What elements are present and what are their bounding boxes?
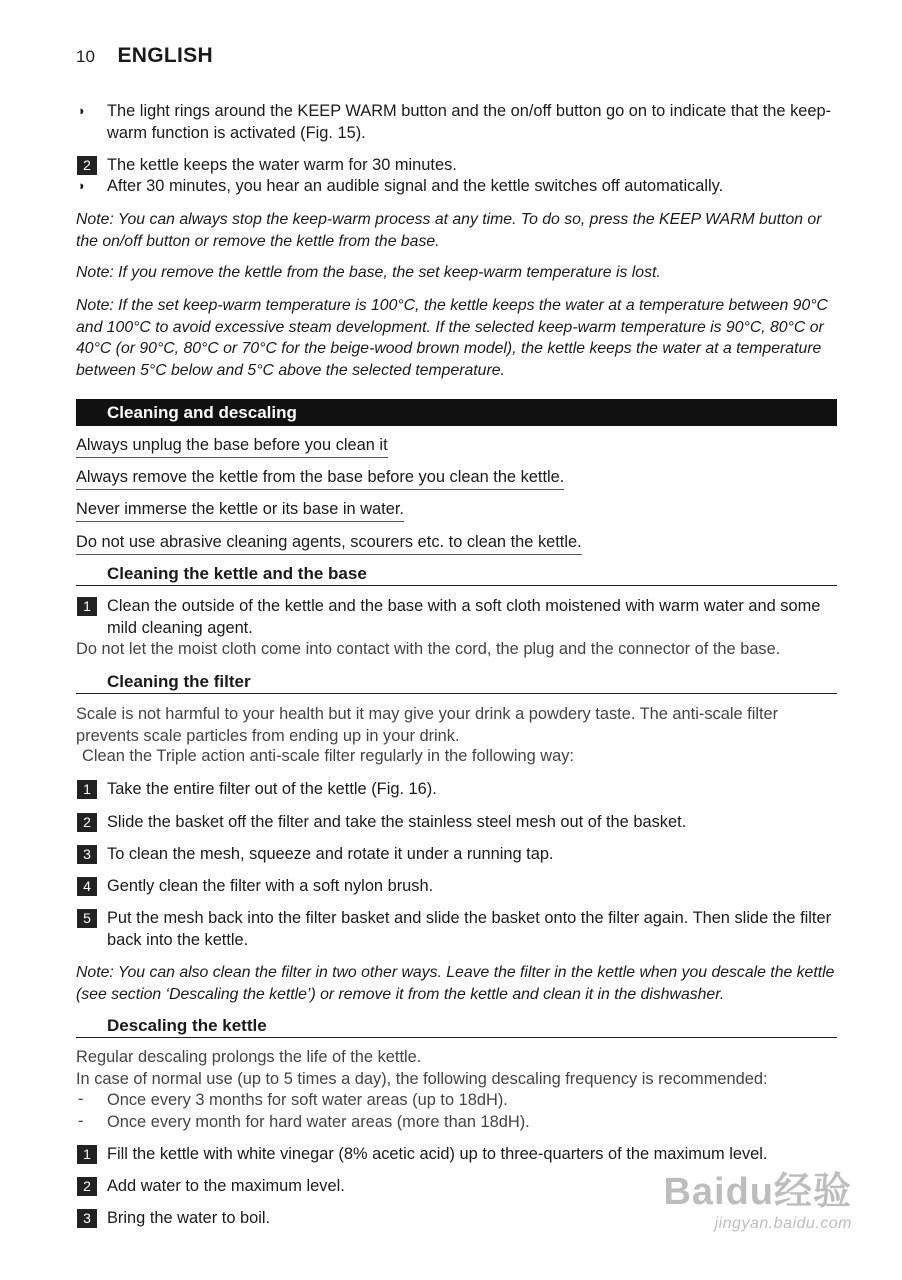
step-number: 2 xyxy=(77,156,97,175)
step-number: 1 xyxy=(77,780,97,799)
section-title-text: Cleaning and descaling xyxy=(107,403,297,422)
step-text: Fill the kettle with white vinegar (8% acetic acid) up to three-quarters of the maximum level. xyxy=(107,1145,768,1163)
bullet-text: The light rings around the KEEP WARM button and the on/off button go on to indicate that the keep-warm function is activated (Fig. 15). xyxy=(107,102,832,142)
subsection-title xyxy=(76,671,837,694)
paragraph: In case of normal use (up to 5 times a day), the following descaling frequency is recommended: xyxy=(76,1070,768,1088)
step-text: The kettle keeps the water warm for 30 minutes. xyxy=(107,156,457,174)
dash-marker: - xyxy=(78,1090,84,1108)
bullet-icon: ◗ xyxy=(78,103,86,118)
watermark-url: jingyan.baidu.com xyxy=(714,1215,852,1232)
step-text: Bring the water to boil. xyxy=(107,1209,271,1227)
warning: Never immerse the kettle or its base in water. xyxy=(76,498,404,522)
step-number: 3 xyxy=(77,845,97,864)
note: Note: You can also clean the filter in two other ways. Leave the filter in the kettle when you descale the kettle (see section ‘Descaling the kettle’) or remove it from the kettle and clean it in the dishwasher. xyxy=(76,964,835,1003)
step-number: 2 xyxy=(77,813,97,832)
dash-item: Once every month for hard water areas (more than 18dH). xyxy=(107,1113,530,1131)
step-text: Take the entire filter out of the kettle (Fig. 16). xyxy=(107,780,437,798)
step-number: 2 xyxy=(77,1177,97,1196)
paragraph: Regular descaling prolongs the life of the kettle. xyxy=(76,1048,422,1066)
section-title xyxy=(76,399,837,426)
warning: Do not use abrasive cleaning agents, scourers etc. to clean the kettle. xyxy=(76,531,582,555)
step-text: To clean the mesh, squeeze and rotate it under a running tap. xyxy=(107,845,554,863)
paragraph: Scale is not harmful to your health but it may give your drink a powdery taste. The anti-scale filter prevents scale particles from ending up in your drink. xyxy=(76,705,779,745)
step-text: Slide the basket off the filter and take the stainless steel mesh out of the basket. xyxy=(107,813,687,831)
step-number: 3 xyxy=(77,1209,97,1228)
subsection-title-text: Cleaning the filter xyxy=(107,672,251,691)
step-text: Gently clean the filter with a soft nylon brush. xyxy=(107,877,434,895)
dash-item: Once every 3 months for soft water areas (up to 18dH). xyxy=(107,1091,508,1109)
warning: Always unplug the base before you clean it xyxy=(76,434,388,458)
note: Note: If the set keep-warm temperature is 100°C, the kettle keeps the water at a temperature between 90°C and 100°C to avoid excessive steam development. If the selected keep-warm temperature is 90°C, 80°C or 40°C (or 90°C, 80°C or 70°C for the beige-wood brown model), the kettle keeps the water at a temperature between 5°C below and 5°C above the selected temperature. xyxy=(76,297,828,379)
paragraph: Clean the Triple action anti-scale filter regularly in the following way: xyxy=(82,747,574,765)
bullet-text: After 30 minutes, you hear an audible signal and the kettle switches off automatically. xyxy=(107,177,724,195)
watermark xyxy=(663,1160,852,1233)
subsection-title-text: Descaling the kettle xyxy=(107,1016,267,1035)
step-text: Clean the outside of the kettle and the base with a soft cloth moistened with warm water and some mild cleaning agent. xyxy=(107,597,821,637)
bullet-icon: ◗ xyxy=(78,178,86,193)
step-number: 1 xyxy=(77,597,97,616)
page-number: 10 xyxy=(76,47,95,66)
step-text: Add water to the maximum level. xyxy=(107,1177,345,1195)
subsection-title xyxy=(76,1015,837,1038)
page-header xyxy=(76,44,213,68)
note: Note: You can always stop the keep-warm process at any time. To do so, press the KEEP WARM button or the on/off button or remove the kettle from the base. xyxy=(76,211,822,250)
step-number: 4 xyxy=(77,877,97,896)
subsection-title-text: Cleaning the kettle and the base xyxy=(107,564,367,583)
note: Note: If you remove the kettle from the base, the set keep-warm temperature is lost. xyxy=(76,264,661,281)
language-label: ENGLISH xyxy=(117,44,213,67)
subsection-title xyxy=(76,563,837,586)
step-text: Put the mesh back into the filter basket and slide the basket onto the filter again. Then slide the filter back into the kettle. xyxy=(107,909,832,949)
warning: Always remove the kettle from the base before you clean the kettle. xyxy=(76,466,564,490)
watermark-logo: Baidu经验 xyxy=(663,1171,852,1213)
step-number: 1 xyxy=(77,1145,97,1164)
dash-marker: - xyxy=(78,1112,84,1130)
step-number: 5 xyxy=(77,909,97,928)
caution-text: Do not let the moist cloth come into contact with the cord, the plug and the connector of the base. xyxy=(76,640,781,658)
